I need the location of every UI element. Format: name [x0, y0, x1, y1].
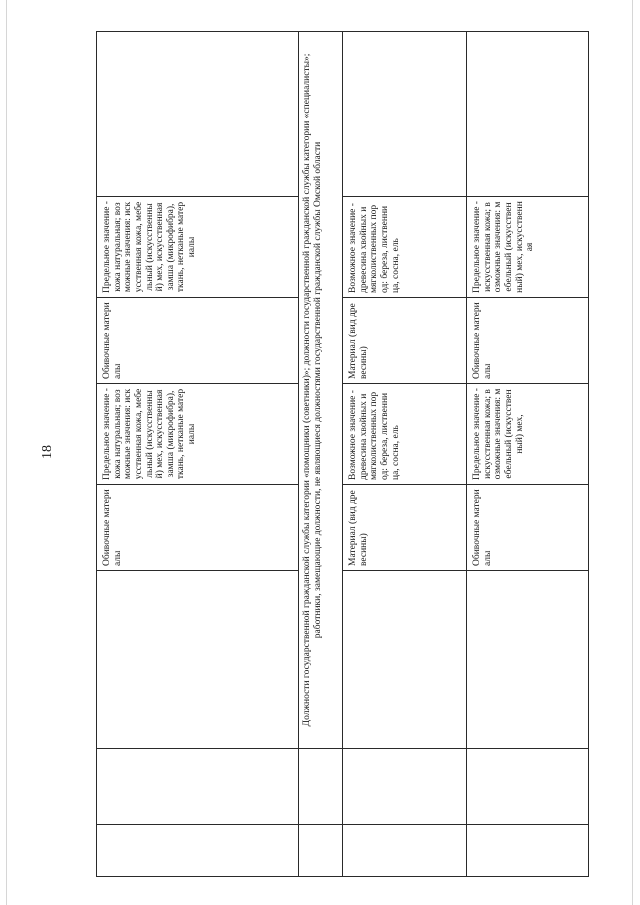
table-row: [343, 32, 467, 877]
scan-left-edge: [6, 0, 7, 905]
table-cell: Материал (вид древесины): [343, 298, 467, 384]
table-cell-empty: [343, 749, 467, 825]
table-cell-empty: [299, 749, 343, 825]
section-heading-row: [299, 32, 343, 877]
table-cell: Возможное значение - древесина хвойных и мягколиственных пород: береза, лиственница, сосна, ель: [343, 197, 467, 298]
table-cell-empty: [467, 825, 589, 877]
table-cell: Предельное значение - искусственная кожа; возможные значения: мебельный (искусственный) мех,: [467, 384, 589, 485]
page-number: 18: [40, 445, 55, 459]
table-cell: Обивочные материалы: [467, 298, 589, 384]
table-cell: Обивочные материалы: [467, 485, 589, 571]
table-cell: Обивочные материалы: [97, 298, 299, 384]
table-cell-empty: [299, 825, 343, 877]
table-cell-empty: [343, 32, 467, 197]
scan-right-edge: [632, 0, 633, 905]
table-cell-empty: [97, 825, 299, 877]
section-heading: Должности государственной гражданской службы категории «помощники (советники)»; должности государственной гражданской службы категории «специалисты»; работники, замещающие должности, не являющиеся должностями государственной гражданской службы Омской области: [299, 32, 343, 749]
table-cell-empty: [467, 571, 589, 749]
table-cell-empty: [97, 571, 299, 749]
table-cell: Предельное значение - кожа натуральная; возможные значения: искусственная кожа, мебельный (искусственный) мех, искусственная замша (микрофибра), ткань, нетканые материалы: [97, 384, 299, 485]
furniture-norms-table: [96, 31, 589, 877]
table-cell: Предельное значение - кожа натуральная; возможные значения: искусственная кожа, мебельный (искусственный) мех, искусственная замша (микрофибра), ткань, нетканые материалы: [97, 197, 299, 298]
table-row: [97, 32, 299, 877]
table-cell: Возможное значение - древесина хвойных и мягколиственных пород: береза, лиственница, сосна, ель: [343, 384, 467, 485]
rotated-table-wrapper: [96, 32, 588, 877]
table-row: [467, 32, 589, 877]
table-cell-empty: [97, 749, 299, 825]
table-cell-empty: [467, 32, 589, 197]
table-cell: Материал (вид древесины): [343, 485, 467, 571]
table-cell-empty: [97, 32, 299, 197]
table-cell: Обивочные материалы: [97, 485, 299, 571]
table-cell-empty: [343, 571, 467, 749]
table-cell-empty: [343, 825, 467, 877]
table-cell-empty: [467, 749, 589, 825]
table-cell: Предельное значение - искусственная кожа; возможные значения: мебельный (искусственный) мех, искусственная: [467, 197, 589, 298]
